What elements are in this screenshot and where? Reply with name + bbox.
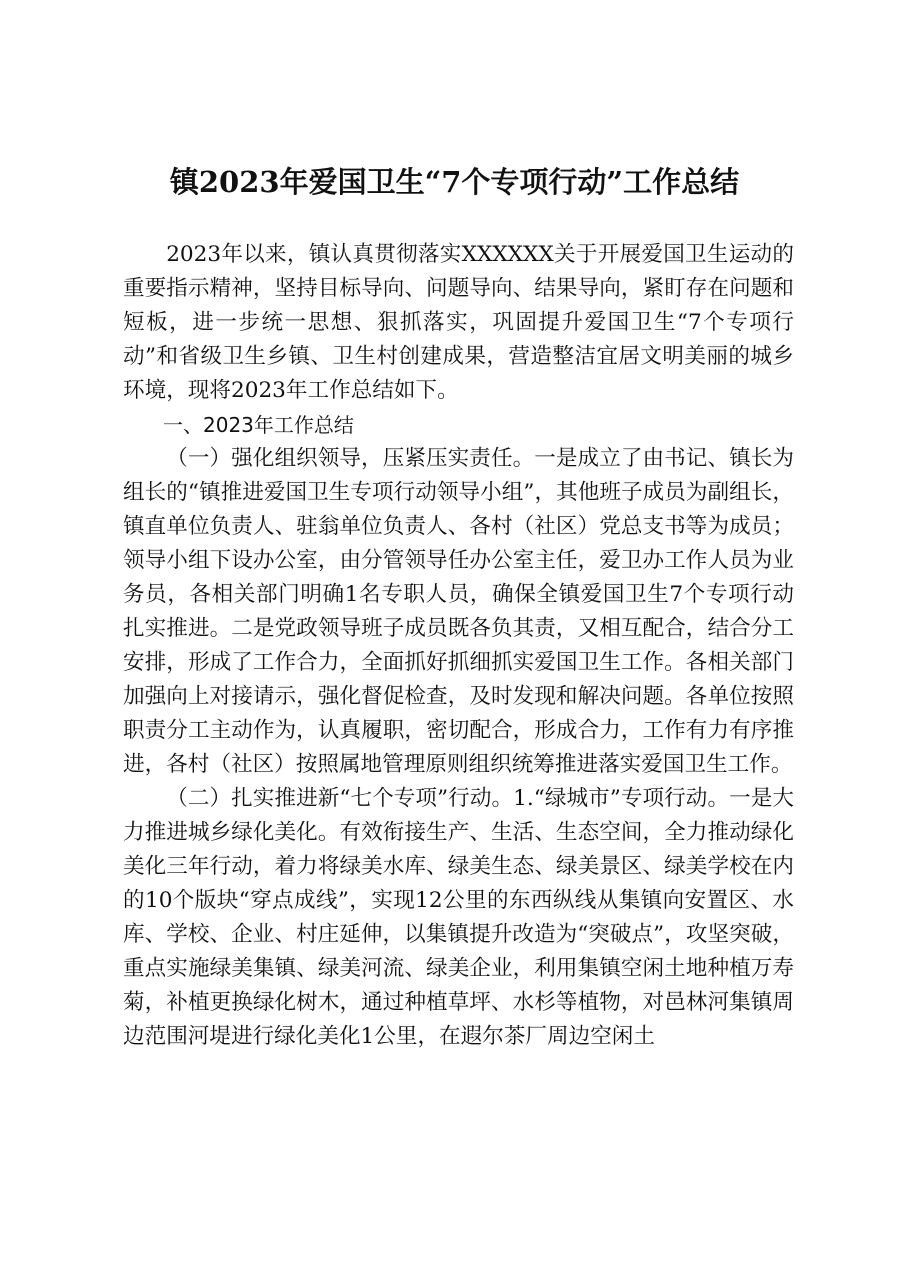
paragraph-organization: （一）强化组织领导，压紧压实责任。一是成立了由书记、镇长为组长的“镇推进爱国卫生专项行动领导小组”，其他班子成员为副组长，镇直单位负责人、驻翁单位负责人、各村（社区）党总支书等为成员；领导小组下设办公室，由分管领导任办公室主任，爱卫办工作人员为业务员，各相关部门明确1名专职人员，确保全镇爱国卫生7个专项行动扎实推进。二是党政领导班子成员既各负其责，又相互配合，结合分工安排，形成了工作合力，全面抓好抓细抓实爱国卫生工作。各相关部门加强向上对接请示，强化督促检查，及时发现和解决问题。各单位按照职责分工主动作为，认真履职，密切配合，形成合力，工作有力有序推进，各村（社区）按照属地管理原则组织统筹推进落实爱国卫生工作。 [123,446,794,777]
document-body [123,238,794,1054]
section-heading: 一、2023年工作总结 [163,413,354,437]
intro-paragraph: 2023年以来，镇认真贯彻落实XXXXXX关于开展爱国卫生运动的重要指示精神，坚持目标导向、问题导向、结果导向，紧盯存在问题和短板，进一步统一思想、狠抓落实，巩固提升爱国卫生“7个专项行动”和省级卫生乡镇、卫生村创建成果，营造整洁宜居文明美丽的城乡环境，现将2023年工作总结如下。 [123,242,794,403]
document-title: 镇2023年爱国卫生“7个专项行动”工作总结 [169,165,740,199]
paragraph-special-actions: （二）扎实推进新“七个专项”行动。1.“绿城市”专项行动。一是大力推进城乡绿化美化。有效衔接生产、生活、生态空间，全力推动绿化美化三年行动，着力将绿美水库、绿美生态、绿美景区、绿美学校在内的10个版块“穿点成线”，实现12公里的东西纵线从集镇向安置区、水库、学校、企业、村庄延伸，以集镇提升改造为“突破点”，攻坚突破，重点实施绿美集镇、绿美河流、绿美企业，利用集镇空闲土地种植万寿菊，补植更换绿化树木，通过种植草坪、水杉等植物，对邑林河集镇周边范围河堤进行绿化美化1公里，在遐尔茶厂周边空闲土 [123,786,794,1049]
